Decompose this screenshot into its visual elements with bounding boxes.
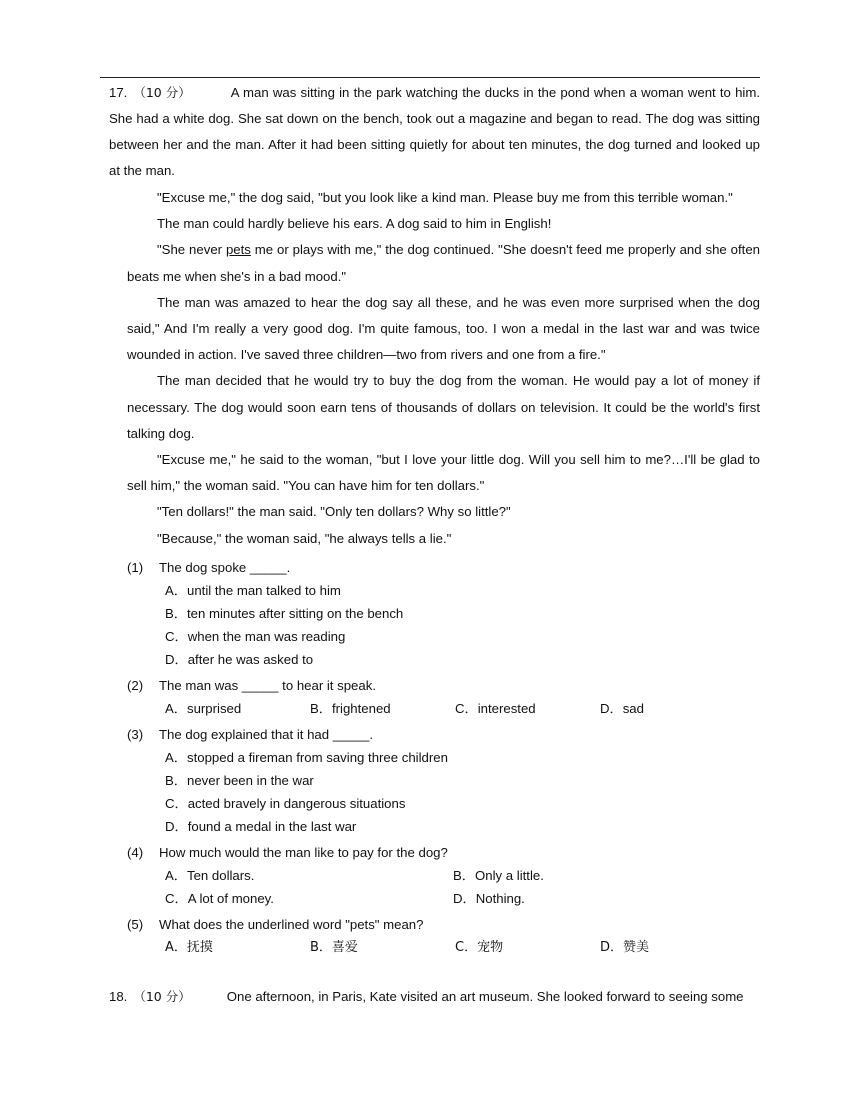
question-score: （10 分） [133,989,191,1004]
underlined-word: pets [225,242,251,258]
passage-paragraph: "She never pets me or plays with me," the dog continued. "She doesn't feed me properly and she often beats me when she's in a bad mood." [127,242,760,284]
option[interactable]: A．until the man talked to him [165,583,341,598]
option[interactable]: A．stopped a fireman from saving three children [165,750,448,765]
passage-paragraph: The man decided that he would try to buy the dog from the woman. He would pay a lot of money if necessary. The dog would soon earn tens of thousands of dollars on television. It could be the world's first talking dog. [127,373,760,441]
option[interactable]: D．赞美 [600,940,650,955]
option[interactable]: B．Only a little. [453,868,544,883]
option[interactable]: B．never been in the war [165,773,314,788]
passage-paragraph: "Because," the woman said, "he always tells a lie." [157,530,452,546]
passage-first-paragraph: A man was sitting in the park watching the ducks in the pond when a woman went to him. She had a white dog. She sat down on the bench, took out a magazine and began to read. The dog was sitting between her and the man. After it had been sitting quietly for about ten minutes, the dog turned and looked up at the man. [109,85,760,178]
option[interactable]: C．when the man was reading [165,629,346,644]
option[interactable]: B．ten minutes after sitting on the bench [165,606,404,621]
option[interactable]: A．Ten dollars. [165,868,255,883]
passage-first-line: One afternoon, in Paris, Kate visited an art museum. She looked forward to seeing some [226,989,744,1004]
passage [127,185,760,552]
option[interactable]: B．喜爱 [310,940,358,955]
option[interactable]: D．after he was asked to [165,652,314,667]
sub-question-4: (4) How much would the man like to pay for the dog? A．Ten dollars. B．Only a little. C．A lot of money. D．Nothing. [127,841,760,910]
option[interactable]: C．A lot of money. [165,891,274,906]
sub-question-5: (5) What does the underlined word "pets" mean? A．抚摸 B．喜爱 C．宠物 D．赞美 [127,913,760,959]
question-number: 18. [109,989,128,1004]
passage-paragraph: The man was amazed to hear the dog say all these, and he was even more surprised when the dog said," And I'm really a very good dog. I'm quite famous, too. I won a medal in the last war and was twice wounded in action. I've saved three children—two from rivers and one from a fire." [127,294,760,363]
passage-paragraph: "Excuse me," the dog said, "but you look like a kind man. Please buy me from this terrible woman." [157,190,733,205]
question-number: 17. [109,85,128,100]
passage-paragraph: "Ten dollars!" the man said. "Only ten dollars? Why so little?" [157,504,511,520]
sub-question-3: (3) The dog explained that it had _____. A．stopped a fireman from saving three children B．never been in the war C．acted bravely in dangerous situations D．found a medal in the last war [127,723,760,838]
option[interactable]: D．Nothing. [453,891,525,906]
option[interactable]: C．宠物 [455,940,504,955]
passage-paragraph: "Excuse me," he said to the woman, "but I love your little dog. Will you sell him to me?…I'll be glad to sell him," the woman said. "You can have him for ten dollars." [127,452,760,494]
option[interactable]: A．surprised [165,701,242,716]
option[interactable]: C．acted bravely in dangerous situations [165,796,406,811]
option[interactable]: A．抚摸 [165,940,213,955]
top-rule [100,77,760,78]
option[interactable]: C．interested [455,701,536,716]
option[interactable]: B．frightened [310,701,391,716]
option[interactable]: D．sad [600,701,644,716]
passage-paragraph: The man could hardly believe his ears. A dog said to him in English! [157,216,552,232]
option[interactable]: D．found a medal in the last war [165,819,357,834]
question-18-intro [109,984,760,1010]
question-score: （10 分） [133,85,191,100]
sub-question-1: (1) The dog spoke _____. A．until the man talked to him B．ten minutes after sitting on the bench C．when the man was reading D．after he was asked to [127,556,760,671]
question-17-intro [109,80,760,184]
sub-question-2: (2) The man was _____ to hear it speak. A．surprised B．frightened C．interested D．sad [127,674,760,720]
